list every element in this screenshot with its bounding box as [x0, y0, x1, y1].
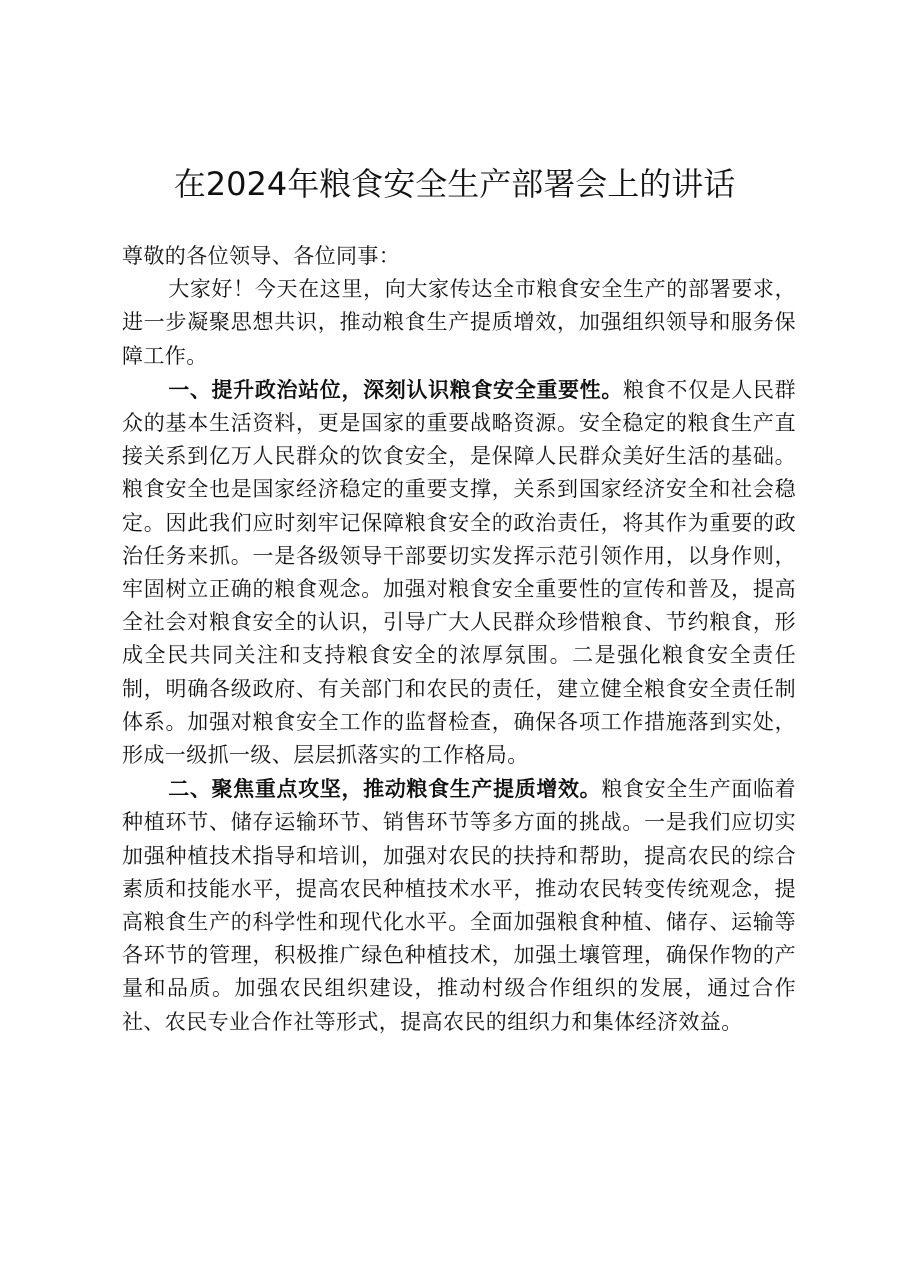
- paragraph-section-one: [122, 373, 796, 772]
- document-body: [122, 240, 796, 1039]
- salutation: 尊敬的各位领导、各位同事：: [122, 244, 401, 268]
- paragraph-text: 大家好！今天在这里，向大家传达全市粮食安全生产的部署要求，进一步凝聚思想共识，推动粮食生产提质增效，加强组织领导和服务保障工作。: [122, 277, 796, 368]
- document-title: 在2024年粮食安全生产部署会上的讲话: [173, 165, 736, 203]
- paragraph-text: 粮食不仅是人民群众的基本生活资料，更是国家的重要战略资源。安全稳定的粮食生产直接关系到亿万人民群众的饮食安全，是保障人民群众美好生活的基础。粮食安全也是国家经济稳定的重要支撑，关系到国家经济安全和社会稳定。因此我们应时刻牢记保障粮食安全的政治责任，将其作为重要的政治任务来抓。一是各级领导干部要切实发挥示范引领作用，以身作则，牢固树立正确的粮食观念。加强对粮食安全重要性的宣传和普及，提高全社会对粮食安全的认识，引导广大人民群众珍惜粮食、节约粮食，形成全民共同关注和支持粮食安全的浓厚氛围。二是强化粮食安全责任制，明确各级政府、有关部门和农民的责任，建立健全粮食安全责任制体系。加强对粮食安全工作的监督检查，确保各项工作措施落到实处，形成一级抓一级、层层抓落实的工作格局。: [122, 377, 797, 768]
- paragraph-greeting: [122, 273, 796, 373]
- paragraph-text: 粮食安全生产面临着种植环节、储存运输环节、销售环节等多方面的挑战。一是我们应切实加强种植技术指导和培训，加强对农民的扶持和帮助，提高农民的综合素质和技能水平，提高农民种植技术水平，推动农民转变传统观念，提高粮食生产的科学性和现代化水平。全面加强粮食种植、储存、运输等各环节的管理，积极推广绿色种植技术，加强土壤管理，确保作物的产量和品质。加强农民组织建设，推动村级合作组织的发展，通过合作社、农民专业合作社等形式，提高农民的组织力和集体经济效益。: [122, 777, 797, 1034]
- section-heading: 一、提升政治站位，深刻认识粮食安全重要性。: [168, 376, 623, 402]
- paragraph-section-two: [122, 772, 796, 1039]
- section-heading: 二、聚焦重点攻坚，推动粮食生产提质增效。: [168, 776, 602, 802]
